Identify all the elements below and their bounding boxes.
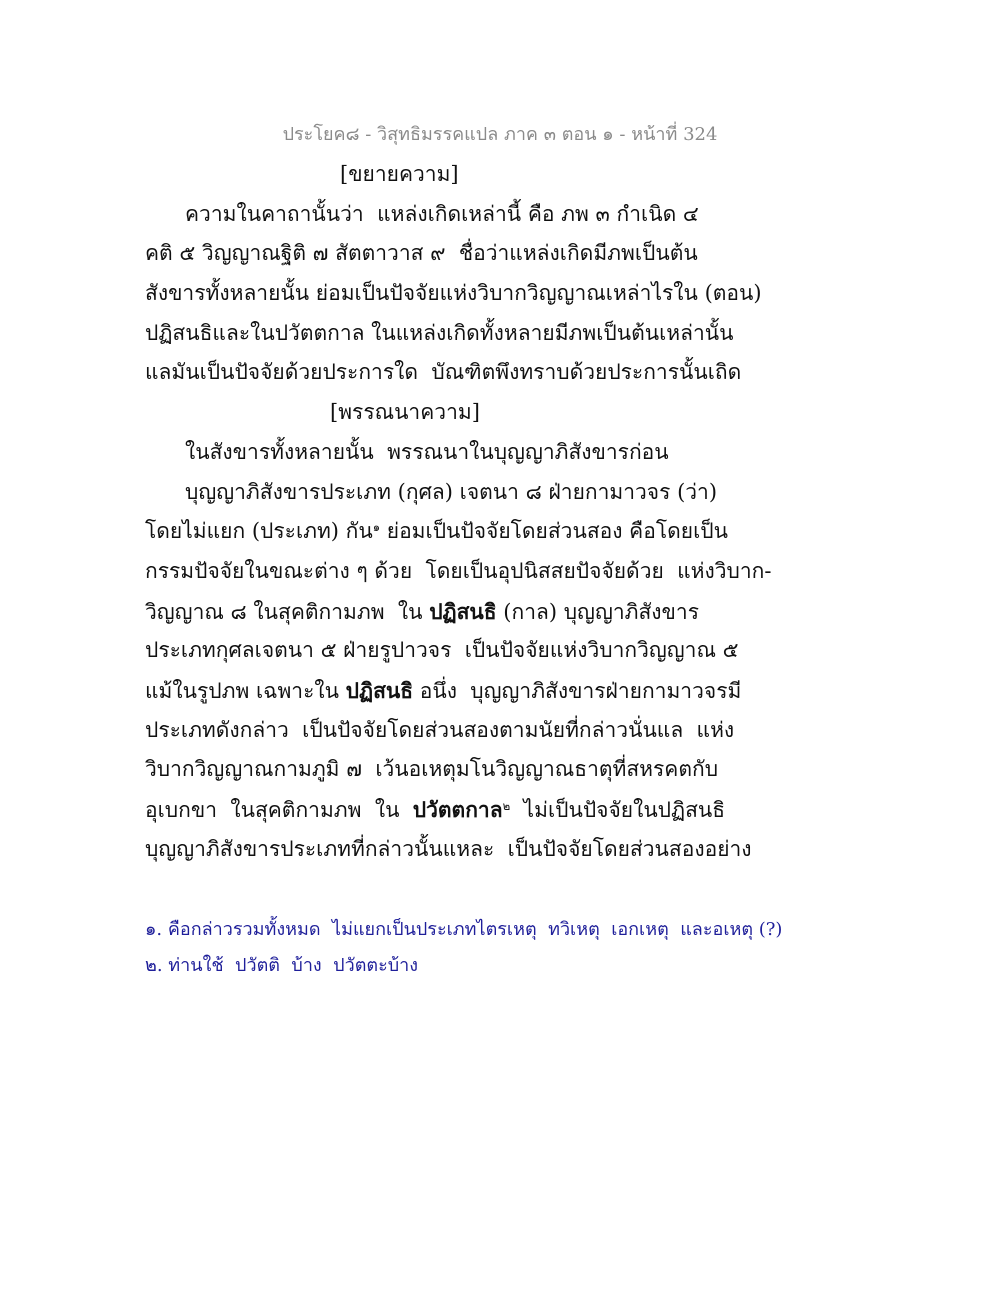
footnotes <box>145 912 975 984</box>
text-line <box>0 473 1000 513</box>
text-segment: ประเภทกุศลเจตนา ๕ ฝ่ายรูปาวจร เป็นปัจจัยแห่งวิบากวิญญาณ ๕ <box>145 638 739 663</box>
footnote-2: ๒. ท่านใช้ ปวัตติ บ้าง ปวัตตะบ้าง <box>145 955 419 976</box>
text-line <box>0 195 1000 235</box>
text-line <box>0 592 1000 632</box>
bold-term: ปฏิสนธิ <box>345 677 414 703</box>
text-line <box>0 830 1000 870</box>
text-segment: อนึ่ง บุญญาภิสังขารฝ่ายกามาวจรมี <box>413 678 742 703</box>
bold-term: ปฏิสนธิ <box>429 598 497 624</box>
text-line <box>0 433 1000 473</box>
section-heading-description: [พรรณนาความ] <box>330 400 480 425</box>
text-line <box>0 512 1000 552</box>
section-heading-explanation: [ขยายความ] <box>340 162 459 186</box>
text-segment: วิบากวิญญาณกามภูมิ ๗ เว้นอเหตุมโนวิญญาณธาตุที่สหรคตกับ <box>145 757 719 782</box>
text-segment: บุญญาภิสังขารประเภท (กุศล) เจตนา ๘ ฝ่ายกามาวจร (ว่า) <box>185 479 718 504</box>
text-segment: แลมันเป็นปัจจัยด้วยประการใด บัณฑิตพึงทราบด้วยประการนั้นเถิด <box>145 360 742 385</box>
text-segment: สังขารทั้งหลายนั้น ย่อมเป็นปัจจัยแห่งวิบากวิญญาณเหล่าไรใน (ตอน) <box>145 281 762 306</box>
text-segment: ในสังขารทั้งหลายนั้น พรรณนาในบุญญาภิสังขารก่อน <box>185 439 669 464</box>
text-line <box>0 353 1000 393</box>
text-segment: ประเภทดังกล่าว เป็นปัจจัยโดยส่วนสองตามนัยที่กล่าวนั่นแล แห่ง <box>145 717 735 742</box>
text-segment: กรรมปัจจัยในขณะต่าง ๆ ด้วย โดยเป็นอุปนิสสยปัจจัยด้วย แห่งวิบาก- <box>145 558 772 583</box>
text-segment: ไม่เป็นปัจจัยในปฏิสนธิ <box>510 798 726 822</box>
text-segment: คติ ๕ วิญญาณฐิติ ๗ สัตตาวาส ๙ ชื่อว่าแหล่งเกิดมีภพเป็นต้น <box>145 241 698 266</box>
running-head: ประโยค๘ - วิสุทธิมรรคแปล ภาค ๓ ตอน ๑ - หน้าที่ 324 <box>282 124 718 145</box>
body-text <box>0 155 1000 869</box>
text-segment: โดยไม่แยก (ประเภท) กัน <box>145 519 373 544</box>
text-segment: ย่อมเป็นปัจจัยโดยส่วนสอง คือโดยเป็น <box>380 519 728 544</box>
text-line <box>0 274 1000 314</box>
text-line <box>0 750 1000 790</box>
footnote-marker-2: ๒ <box>502 798 511 813</box>
text-segment: แม้ในรูปภพ เฉพาะใน <box>145 678 346 703</box>
text-line <box>0 711 1000 751</box>
text-line <box>0 671 1000 711</box>
text-segment: ปฏิสนธิและในปวัตตกาล ในแหล่งเกิดทั้งหลายมีภพเป็นต้นเหล่านั้น <box>145 320 734 345</box>
text-line <box>0 631 1000 671</box>
text-segment: ความในคาถานั้นว่า แหล่งเกิดเหล่านี้ คือ ภพ ๓ กำเนิด ๔ <box>185 201 699 226</box>
text-segment: วิญญาณ ๘ ในสุคติกามภพ ใน <box>145 599 430 624</box>
text-line <box>0 790 1000 830</box>
text-segment: (กาล) บุญญาภิสังขาร <box>496 599 699 624</box>
bold-term: ปวัตตกาล <box>412 797 503 822</box>
text-segment: อุเบกขา ในสุคติกามภพ ใน <box>145 798 413 822</box>
footnote-1: ๑. คือกล่าวรวมทั้งหมด ไม่แยกเป็นประเภทไตรเหตุ ทวิเหตุ เอกเหตุ และอเหตุ (?) <box>145 919 783 940</box>
text-line <box>0 234 1000 274</box>
text-line <box>0 552 1000 592</box>
text-segment: บุญญาภิสังขารประเภทที่กล่าวนั้นแหละ เป็นปัจจัยโดยส่วนสองอย่าง <box>145 836 752 861</box>
footnote-marker-1: ๑ <box>372 519 381 534</box>
text-line <box>0 314 1000 354</box>
